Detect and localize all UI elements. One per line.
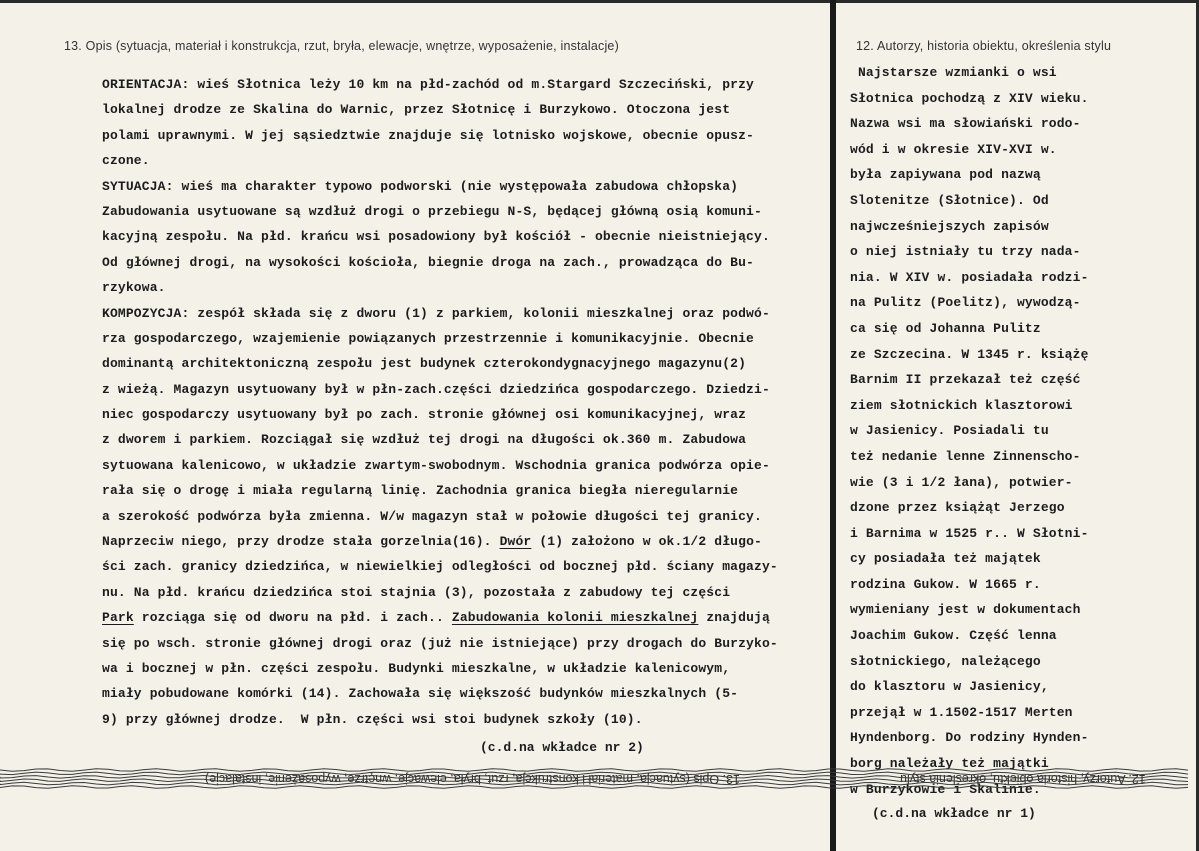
- description-text: [102, 72, 824, 732]
- text-line: w Burzykowie i Skalinie.: [850, 781, 1041, 797]
- text-line: rodzina Gukow. W 1665 r.: [850, 576, 1041, 592]
- text-line: z dworem i parkiem. Rozciągał się wzdłuż tej drogi na długości ok.360 m. Zabudowa: [102, 432, 747, 448]
- text-line: z wieżą. Magazyn usytuowany był w płn-zach.części dziedzińca gospodarczego. Dziedzi-: [102, 381, 770, 397]
- text-line: miały pobudowane komórki (14). Zachowała się większość budynków mieszkalnych (5-: [102, 686, 739, 702]
- text-line: [102, 529, 824, 554]
- text-line: nia. W XIV w. posiadała rodzi-: [850, 269, 1089, 285]
- text-line: Hyndenborg. Do rodziny Hynden-: [850, 730, 1089, 746]
- wave-line: [0, 786, 1188, 789]
- text-line: Najstarsze wzmianki o wsi: [850, 65, 1057, 80]
- description-section-header: 13. Opis (sytuacja, materiał i konstrukcja, rzut, bryła, elewacje, wnętrze, wyposażenie, instalacje): [64, 39, 619, 53]
- card-top-edge: [0, 0, 1199, 3]
- text-line: i Barnima w 1525 r.. W Słotni-: [850, 525, 1089, 541]
- text-line: a szerokość podwórza była zmienna. W/w magazyn stał w połowie długości tej granicy.: [102, 508, 762, 524]
- mirrored-history-header: 12. Autorzy, historia obiektu, określenia stylu: [900, 772, 1146, 786]
- text-line: [102, 605, 824, 630]
- text-line: lokalnej drodze ze Skalina do Warnic, przez Słotnicę i Burzykowo. Otoczona jest: [102, 102, 731, 118]
- text-line: Slotenitze (Słotnice). Od: [850, 192, 1049, 208]
- text-line: słotnickiego, należącego: [850, 653, 1041, 669]
- text-line: dzone przez książąt Jerzego: [850, 500, 1065, 516]
- text-line: w Jasienicy. Posiadali tu: [850, 423, 1049, 439]
- text-line: czone.: [102, 153, 150, 169]
- text-line: wa i bocznej w płn. części zespołu. Budynki mieszkalne, w układzie kalenicowym,: [102, 660, 731, 676]
- text-segment: rozciąga się od dworu na płd. i zach..: [133, 610, 452, 626]
- text-line: ze Szczecina. W 1345 r. książę: [850, 346, 1089, 362]
- text-line: rała się o drogę i miała regularną linię. Zachodnia granica biegła nieregularnie: [102, 483, 739, 499]
- text-line: przejął w 1.1502-1517 Merten: [850, 704, 1073, 720]
- text-line: KOMPOZYCJA: zespół składa się z dworu (1) z parkiem, kolonii mieszkalnej oraz podwó-: [102, 305, 770, 321]
- history-section-header: 12. Autorzy, historia obiektu, określenia stylu: [856, 39, 1112, 53]
- text-line: ziem słotnickich klasztorowi: [850, 397, 1073, 413]
- text-line: dominantą architektoniczną zespołu jest budynek czterokondygnacyjnego magazynu(2): [102, 356, 747, 372]
- text-line: ORIENTACJA: wieś Słotnica leży 10 km na płd-zachód od m.Stargard Szczeciński, przy: [102, 77, 755, 92]
- text-line: SYTUACJA: wieś ma charakter typowo podworski (nie występowała zabudowa chłopska): [102, 178, 739, 194]
- text-segment: znajdują: [698, 610, 770, 626]
- text-line: sytuowana kalenicowo, w układzie zwartym-swobodnym. Wschodnia granica podwórza opie-: [102, 457, 770, 473]
- text-line: Barnim II przekazał też część: [850, 372, 1081, 388]
- description-continuation-note: (c.d.na wkładce nr 2): [480, 740, 644, 755]
- mirrored-description-header: 13. Opis (sytuacja, materiał i konstrukcja, rzut, bryła, elewacje, wnętrze, wyposażenie, instalacje): [205, 772, 740, 786]
- text-line: kacyjną zespołu. Na płd. krańcu wsi posadowiony był kościół - obecnie nieistniejący.: [102, 229, 770, 245]
- text-line: najwcześniejszych zapisów: [850, 218, 1049, 234]
- column-divider: [830, 0, 836, 851]
- text-line: Joachim Gukow. Część lenna: [850, 628, 1057, 644]
- text-line: była zapiywana pod nazwą: [850, 167, 1041, 183]
- text-line: o niej istniały tu trzy nada-: [850, 244, 1081, 260]
- text-line: wód i w okresie XIV-XVI w.: [850, 141, 1057, 157]
- underlined-term: Zabudowania kolonii mieszkalnej: [451, 610, 699, 626]
- history-text: [850, 60, 1190, 802]
- text-line: rza gospodarczego, wzajemienie powiązanych przestrzennie i komunikacyjnie. Obecnie: [102, 330, 755, 346]
- text-line: Słotnica pochodzą z XIV wieku.: [850, 90, 1089, 106]
- text-line: ca się od Johanna Pulitz: [850, 320, 1041, 336]
- text-line: ści zach. granicy dziedzińca, w niewielkiej odległości od bocznej płd. ściany magazy-: [102, 559, 778, 575]
- text-line: cy posiadała też majątek: [850, 551, 1041, 567]
- text-line: borg należały też majątki: [850, 756, 1049, 772]
- text-line: Zabudowania usytuowane są wzdłuż drogi o przebiegu N-S, będącej główną osią komuni-: [102, 203, 762, 219]
- text-line: niec gospodarczy usytuowany był po zach. stronie głównej osi komunikacyjnej, wraz: [102, 407, 747, 423]
- wave-line: [0, 769, 1188, 772]
- text-line: 9) przy głównej drodze. W płn. części wsi stoi budynek szkoły (10).: [102, 711, 643, 727]
- text-segment: (1) założono w ok.1/2 długo-: [531, 534, 762, 550]
- text-line: Nazwa wsi ma słowiański rodo-: [850, 116, 1081, 132]
- underlined-term: Dwór: [499, 534, 532, 550]
- text-line: wie (3 i 1/2 łana), potwier-: [850, 474, 1073, 490]
- text-segment: Naprzeciw niego, przy drodze stała gorzelnia(16).: [102, 534, 500, 550]
- text-line: wymieniany jest w dokumentach: [850, 602, 1081, 618]
- text-line: Od głównej drogi, na wysokości kościoła, biegnie droga na zach., prowadząca do Bu-: [102, 254, 755, 270]
- text-line: się po wsch. stronie głównej drogi oraz (już nie istniejące) przy drogach do Burzyko-: [102, 635, 778, 651]
- text-line: na Pulitz (Poelitz), wywodzą-: [850, 295, 1081, 311]
- text-line: też nedanie lenne Zinnenscho-: [850, 448, 1081, 464]
- text-line: polami uprawnymi. W jej sąsiedztwie znajduje się lotnisko wojskowe, obecnie opusz-: [102, 127, 755, 143]
- text-line: do klasztoru w Jasienicy,: [850, 679, 1049, 695]
- underlined-term: Park: [102, 610, 134, 626]
- history-continuation-note: (c.d.na wkładce nr 1): [872, 806, 1036, 821]
- text-line: rzykowa.: [102, 280, 166, 296]
- text-line: nu. Na płd. krańcu dziedzińca stoi stajnia (3), pozostała z zabudowy tej części: [102, 584, 731, 600]
